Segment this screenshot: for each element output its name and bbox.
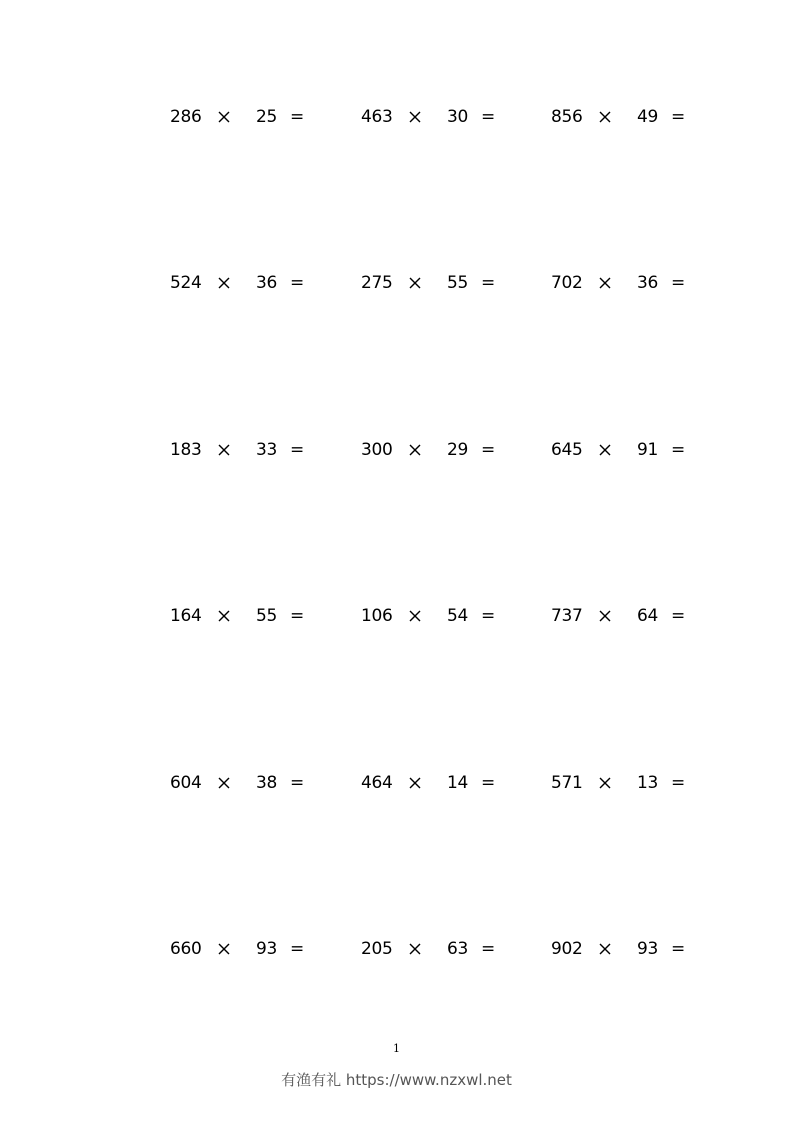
problem-row: [0, 604, 793, 628]
second-factor: 33: [256, 440, 278, 460]
equals-sign: =: [671, 939, 686, 959]
multiplication-sign-icon: [407, 941, 423, 957]
first-factor: 164: [170, 606, 202, 626]
first-factor: 464: [361, 773, 393, 793]
multiplication-problem: [551, 771, 711, 795]
equals-sign: =: [290, 440, 305, 460]
second-factor: 55: [256, 606, 278, 626]
multiplication-sign-icon: [407, 608, 423, 624]
multiplication-sign-icon: [216, 608, 232, 624]
multiplication-problem: [551, 937, 711, 961]
second-factor: 36: [256, 273, 278, 293]
multiplication-problem: [170, 937, 330, 961]
first-factor: 604: [170, 773, 202, 793]
first-factor: 463: [361, 107, 393, 127]
first-factor: 856: [551, 107, 583, 127]
second-factor: 54: [447, 606, 469, 626]
multiplication-sign-icon: [597, 275, 613, 291]
footer-watermark: 有渔有礼 https://www.nzxwl.net: [281, 1071, 512, 1089]
multiplication-sign-icon: [407, 109, 423, 125]
equals-sign: =: [671, 107, 686, 127]
equals-sign: =: [290, 939, 305, 959]
multiplication-sign-icon: [407, 775, 423, 791]
multiplication-problem: [170, 271, 330, 295]
multiplication-problem: [361, 105, 521, 129]
multiplication-problem: [551, 271, 711, 295]
equals-sign: =: [481, 773, 496, 793]
second-factor: 93: [637, 939, 659, 959]
equals-sign: =: [671, 606, 686, 626]
multiplication-problem: [170, 771, 330, 795]
multiplication-sign-icon: [597, 442, 613, 458]
second-factor: 91: [637, 440, 659, 460]
equals-sign: =: [481, 107, 496, 127]
first-factor: 205: [361, 939, 393, 959]
second-factor: 93: [256, 939, 278, 959]
second-factor: 36: [637, 273, 659, 293]
first-factor: 300: [361, 440, 393, 460]
first-factor: 275: [361, 273, 393, 293]
equals-sign: =: [671, 273, 686, 293]
second-factor: 64: [637, 606, 659, 626]
first-factor: 106: [361, 606, 393, 626]
first-factor: 183: [170, 440, 202, 460]
second-factor: 13: [637, 773, 659, 793]
first-factor: 286: [170, 107, 202, 127]
equals-sign: =: [481, 273, 496, 293]
multiplication-problem: [551, 105, 711, 129]
multiplication-sign-icon: [597, 775, 613, 791]
first-factor: 645: [551, 440, 583, 460]
multiplication-sign-icon: [216, 442, 232, 458]
second-factor: 14: [447, 773, 469, 793]
first-factor: 524: [170, 273, 202, 293]
second-factor: 63: [447, 939, 469, 959]
second-factor: 38: [256, 773, 278, 793]
second-factor: 29: [447, 440, 469, 460]
problem-row: [0, 937, 793, 961]
equals-sign: =: [290, 773, 305, 793]
multiplication-problem: [361, 438, 521, 462]
multiplication-sign-icon: [216, 109, 232, 125]
multiplication-sign-icon: [597, 941, 613, 957]
problem-row: [0, 771, 793, 795]
multiplication-sign-icon: [407, 275, 423, 291]
equals-sign: =: [290, 606, 305, 626]
multiplication-problem: [361, 604, 521, 628]
multiplication-sign-icon: [216, 941, 232, 957]
page-number: 1: [393, 1042, 400, 1055]
problem-row: [0, 271, 793, 295]
multiplication-problem: [170, 105, 330, 129]
equals-sign: =: [481, 606, 496, 626]
first-factor: 571: [551, 773, 583, 793]
multiplication-problem: [170, 604, 330, 628]
problem-row: [0, 438, 793, 462]
multiplication-sign-icon: [597, 109, 613, 125]
first-factor: 737: [551, 606, 583, 626]
second-factor: 25: [256, 107, 278, 127]
multiplication-problem: [361, 937, 521, 961]
equals-sign: =: [671, 773, 686, 793]
multiplication-sign-icon: [216, 275, 232, 291]
multiplication-problem: [361, 271, 521, 295]
second-factor: 55: [447, 273, 469, 293]
second-factor: 30: [447, 107, 469, 127]
multiplication-sign-icon: [407, 442, 423, 458]
equals-sign: =: [290, 273, 305, 293]
equals-sign: =: [671, 440, 686, 460]
equals-sign: =: [290, 107, 305, 127]
first-factor: 702: [551, 273, 583, 293]
multiplication-problem: [551, 604, 711, 628]
equals-sign: =: [481, 440, 496, 460]
first-factor: 660: [170, 939, 202, 959]
first-factor: 902: [551, 939, 583, 959]
multiplication-sign-icon: [216, 775, 232, 791]
multiplication-problem: [170, 438, 330, 462]
equals-sign: =: [481, 939, 496, 959]
multiplication-sign-icon: [597, 608, 613, 624]
problem-row: [0, 105, 793, 129]
multiplication-problem: [551, 438, 711, 462]
second-factor: 49: [637, 107, 659, 127]
multiplication-problem: [361, 771, 521, 795]
